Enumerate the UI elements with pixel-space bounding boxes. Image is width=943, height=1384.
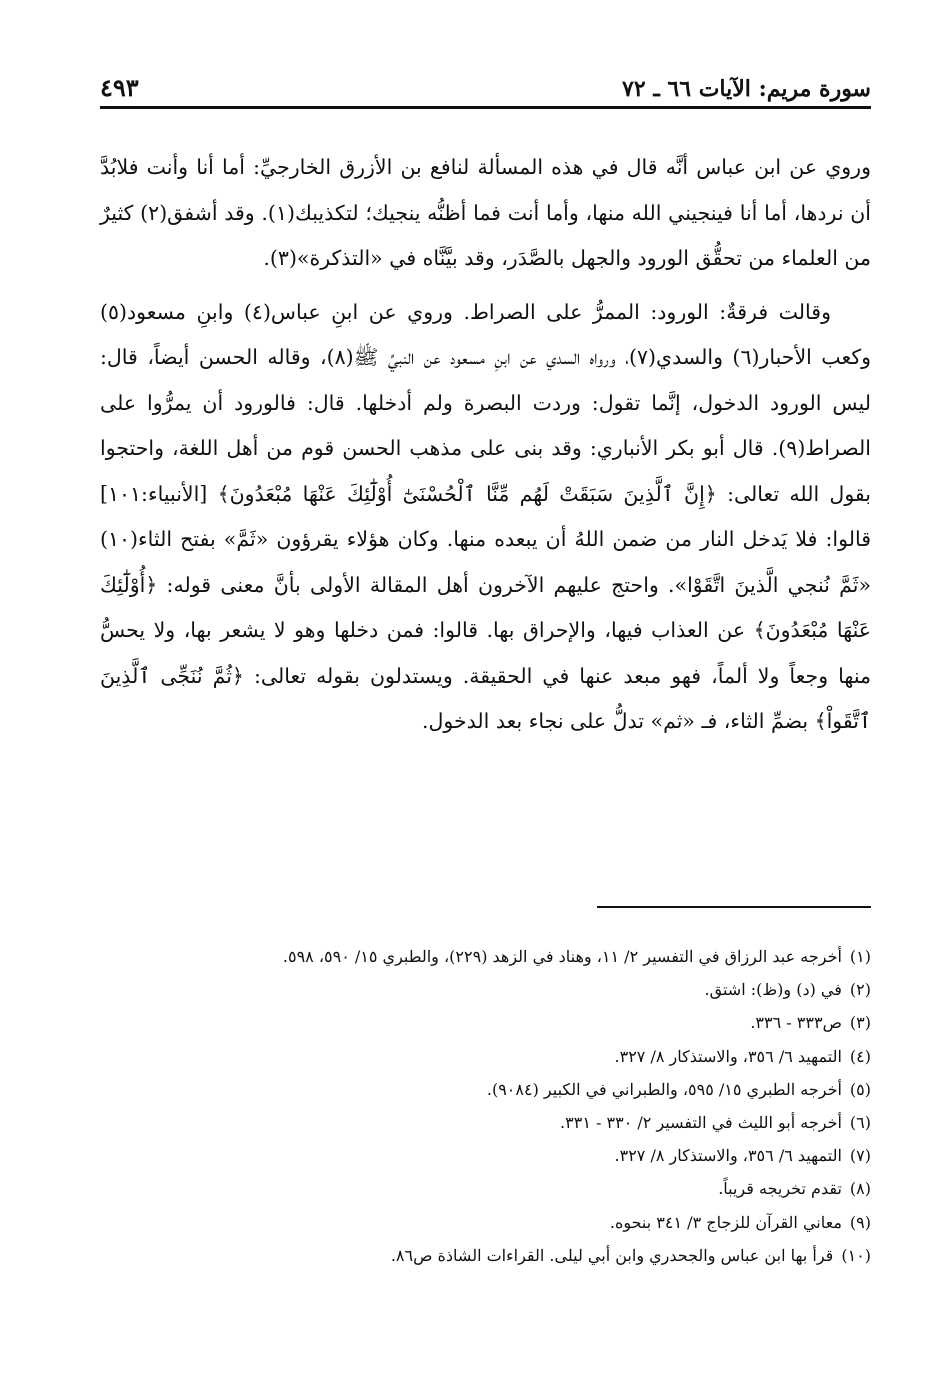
surah-title: سورة مريم: الآيات ٦٦ ـ ٧٢ <box>622 76 871 102</box>
footnote-divider <box>597 906 871 908</box>
footnote-text: قرأ بها ابن عباس والجحدري وابن أبي ليلى. القراءات الشاذة ص٨٦. <box>390 1245 834 1265</box>
footnote-5 <box>100 1073 871 1106</box>
footnote-text: تقدم تخريجه قريباً. <box>718 1179 842 1199</box>
footnote-number: (٧) <box>849 1146 871 1166</box>
footnote-text: التمهيد ٦/ ٣٥٦، والاستذكار ٨/ ٣٢٧. <box>614 1046 842 1066</box>
footnote-text: ص٣٣٣ - ٣٣٦. <box>750 1013 842 1033</box>
footnote-number: (٩) <box>849 1212 871 1232</box>
footnote-number: (٤) <box>849 1046 871 1066</box>
footnotes <box>100 940 871 1272</box>
paragraph-2: وقالت فرقةٌ: الورود: الممرُّ على الصراط. وروي عن ابنِ عباس(٤) وابنِ مسعود(٥) وكعب الأحبار(٦) والسدي(٧)، ورواه السدي عن ابنِ مسعود عن النبيِّ ﷺ(٨)، وقاله الحسن أيضاً، قال: ليس الورود الدخول، إنَّما تقول: وردت البصرة ولم أدخلها. قال: فالورود أن يمرُّوا على الصراط(٩). قال أبو بكر الأنباري: وقد بنى على مذهب الحسن قوم من أهل اللغة، واحتجوا بقول الله تعالى: ﴿إِنَّ ٱلَّذِينَ سَبَقَتْ لَهُم مِّنَّا ٱلْحُسْنَىٰٓ أُوْلَٰٓئِكَ عَنْهَا مُبْعَدُونَ﴾ [الأنبياء:١٠١] قالوا: فلا يَدخل النار من ضمن اللهُ أن يبعده منها. وكان هؤلاء يقرؤون «ثَمَّ» بفتح الثاء(١٠) «ثَمَّ نُنجي الَّذينَ اتَّقَوْا». واحتج عليهم الآخرون أهل المقالة الأولى بأنَّ معنى قوله: ﴿أُوْلَٰٓئِكَ عَنْهَا مُبْعَدُونَ﴾ عن العذاب فيها، والإحراق بها. قالوا: فمن دخلها وهو لا يشعر بها، ولا يحسُّ منها وجعاً ولا ألماً، فهو مبعد عنها في الحقيقة. ويستدلون بقوله تعالى: ﴿ثُمَّ نُنَجِّى ٱلَّذِينَ ٱتَّقَواْ﴾ بضمِّ الثاء، فـ «ثم» تدلُّ على نجاء بعد الدخول. <box>100 299 871 733</box>
footnote-4 <box>100 1040 871 1073</box>
footnote-text: معاني القرآن للزجاج ٣/ ٣٤١ بنحوه. <box>609 1212 842 1232</box>
body-text <box>100 145 871 745</box>
footnote-number: (٢) <box>849 980 871 1000</box>
footnote-number: (١) <box>849 947 871 966</box>
footnote-6 <box>100 1106 871 1139</box>
footnote-text: أخرجه أبو الليث في التفسير ٢/ ٣٣٠ - ٣٣١. <box>560 1113 842 1133</box>
footnote-text: التمهيد ٦/ ٣٥٦، والاستذكار ٨/ ٣٢٧. <box>614 1146 842 1166</box>
footnote-9 <box>100 1206 871 1239</box>
footnote-text: أخرجه الطبري ١٥/ ٥٩٥، والطبراني في الكبير (٩٠٨٤). <box>486 1079 842 1099</box>
footnote-text: في (د) و(ظ): اشتق. <box>704 980 842 1000</box>
footnote-number: (٣) <box>849 1013 871 1033</box>
footnote-8 <box>100 1172 871 1205</box>
footnote-2 <box>100 973 871 1006</box>
footnote-3 <box>100 1006 871 1039</box>
footnote-number: (١٠) <box>841 1245 871 1265</box>
paragraph-1: وروي عن ابن عباس أنَّه قال في هذه المسألة لنافع بن الأزرق الخارجيِّ: أما أنا وأنت فلابُدَّ أن نردها، أما أنا فينجيني الله منها، وأما أنت فما أظنُّه ينجيك؛ لتكذيبك(١). وقد أشفق(٢) كثيرٌ من العلماء من تحقُّق الورود والجهل بالصَّدَر، وقد بيَّنَّاه في «التذكرة»(٣). <box>100 155 871 270</box>
footnote-10 <box>100 1239 871 1272</box>
footnote-text: أخرجه عبد الرزاق في التفسير ٢/ ١١، وهناد في الزهد (٢٢٩)، والطبري ١٥/ ٥٩٠، ٥٩٨. <box>282 947 842 966</box>
footnote-number: (٥) <box>849 1079 871 1099</box>
page-number: ٤٩٣ <box>100 73 139 102</box>
page-header <box>100 62 871 109</box>
footnote-1 <box>100 940 871 973</box>
footnote-number: (٦) <box>849 1113 871 1133</box>
footnote-7 <box>100 1139 871 1172</box>
footnote-number: (٨) <box>849 1179 871 1199</box>
